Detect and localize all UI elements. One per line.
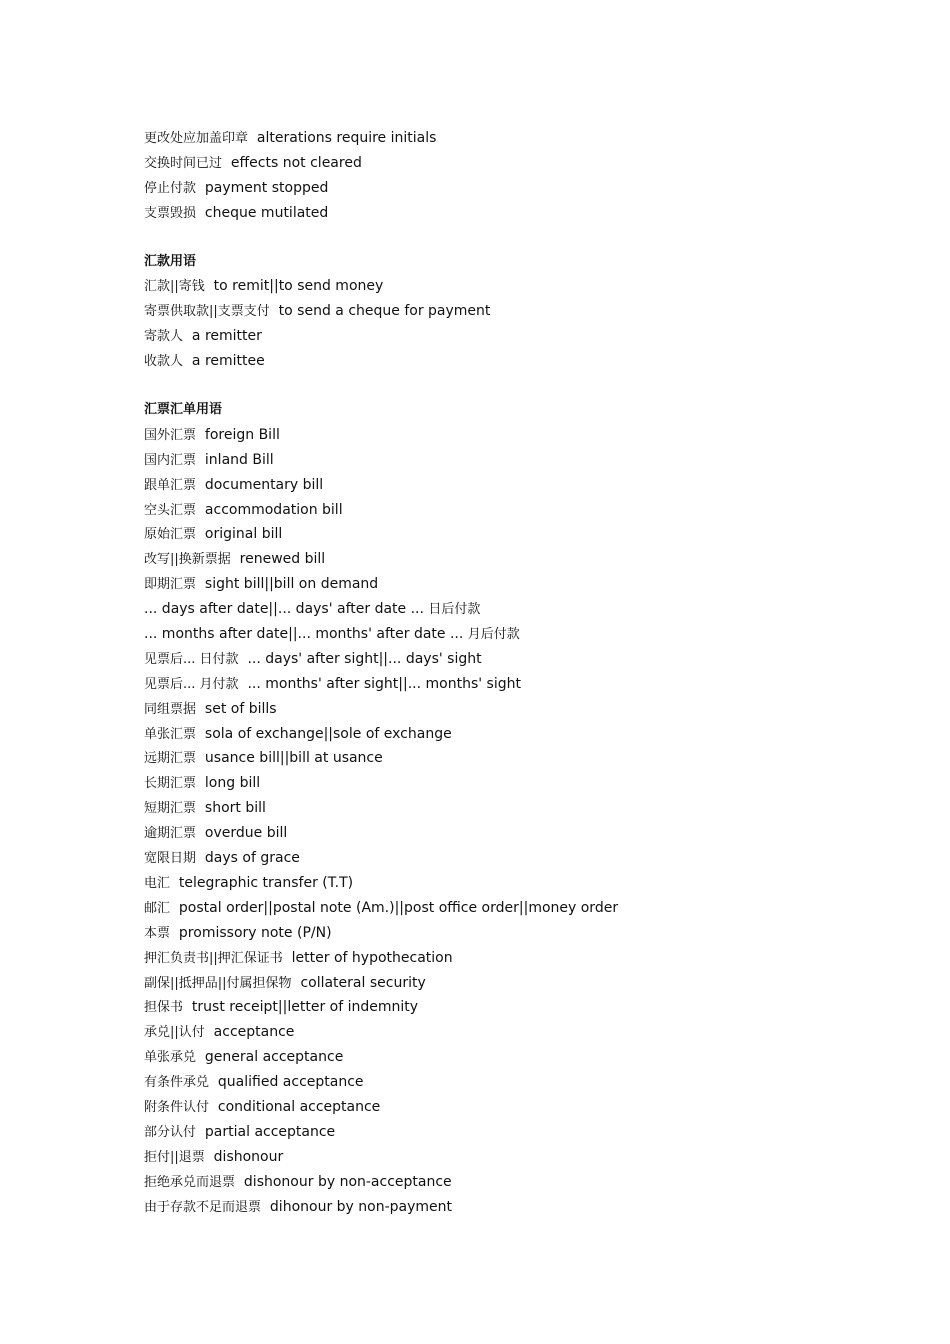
term-chinese: 副保||抵押品||付属担保物: [144, 975, 292, 991]
term-chinese: 拒付||退票: [144, 1149, 205, 1165]
list-item: [144, 896, 904, 921]
term-english: short bill: [204, 800, 266, 817]
term-chinese: 有条件承兑: [144, 1075, 210, 1091]
term-chinese: 本票: [144, 925, 171, 941]
term-english: dihonour by non-payment: [269, 1198, 453, 1215]
term-english: ... months after date||... months' after date ...: [144, 626, 464, 643]
term-chinese: 附条件认付: [144, 1099, 210, 1115]
term-chinese: 单张承兑: [144, 1050, 197, 1066]
term-chinese: 改写||换新票据: [144, 552, 231, 568]
term-english: acceptance: [213, 1024, 295, 1041]
list-item: [144, 473, 904, 498]
term-chinese: 同组票据: [144, 701, 197, 717]
list-item: [144, 821, 904, 846]
term-english: accommodation bill: [204, 501, 343, 518]
list-item: [144, 572, 904, 597]
term-english: telegraphic transfer (T.T): [178, 874, 354, 891]
term-english: usance bill||bill at usance: [204, 750, 383, 767]
term-english: postal order||postal note (Am.)||post office order||money order: [178, 899, 619, 916]
list-item: 支票毁损 cheque mutilated: [144, 204, 329, 221]
term-chinese: 见票后... 日付款: [144, 651, 239, 667]
term-chinese: 宽限日期: [144, 851, 197, 867]
list-item: [144, 1095, 904, 1120]
term-chinese: 承兑||认付: [144, 1025, 205, 1041]
term-chinese: 部分认付: [144, 1124, 197, 1140]
list-item: [144, 697, 904, 722]
term-english: collateral security: [300, 974, 426, 991]
list-item: [144, 796, 904, 821]
list-item: [144, 971, 904, 996]
term-chinese: 跟单汇票: [144, 477, 197, 493]
term-english: dishonour: [213, 1148, 284, 1165]
term-chinese: 拒绝承兑而退票: [144, 1174, 236, 1190]
list-item: [144, 771, 904, 796]
term-chinese: 空头汇票: [144, 502, 197, 518]
list-item: [144, 746, 904, 771]
term-english: inland Bill: [204, 451, 274, 468]
term-english: qualified acceptance: [217, 1074, 364, 1091]
term-english: original bill: [204, 526, 283, 543]
term-english: sola of exchange||sole of exchange: [204, 725, 452, 742]
term-chinese: 即期汇票: [144, 577, 197, 593]
list-item: [144, 1070, 904, 1095]
list-item: [144, 423, 904, 448]
list-item: [144, 921, 904, 946]
term-chinese: 邮汇: [144, 900, 171, 916]
list-item: 收款人 a remittee: [144, 353, 265, 370]
spacer: [144, 226, 904, 250]
term-chinese: 由于存款不足而退票: [144, 1199, 262, 1215]
term-english: sight bill||bill on demand: [204, 576, 379, 593]
spacer: [144, 374, 904, 398]
term-english: general acceptance: [204, 1049, 344, 1066]
list-item: 更改处应加盖印章 alterations require initials: [144, 130, 437, 146]
list-item: 停止付款 payment stopped: [144, 179, 329, 196]
term-english: letter of hypothecation: [291, 949, 453, 966]
list-item: [144, 1020, 904, 1045]
term-english: ... days after date||... days' after date ...: [144, 601, 424, 618]
bills-list: [144, 423, 904, 1220]
term-english: days of grace: [204, 850, 300, 867]
term-chinese: 电汇: [144, 875, 171, 891]
term-chinese: 押汇负责书||押汇保证书: [144, 950, 283, 966]
term-chinese: 国外汇票: [144, 427, 197, 443]
term-english: trust receipt||letter of indemnity: [191, 999, 419, 1016]
term-chinese: 见票后... 月付款: [144, 676, 239, 692]
list-item: [144, 846, 904, 871]
list-item: [144, 946, 904, 971]
list-item: 寄款人 a remitter: [144, 328, 262, 345]
term-english: foreign Bill: [204, 426, 280, 443]
term-english: dishonour by non-acceptance: [243, 1173, 452, 1190]
term-english: renewed bill: [239, 551, 326, 568]
term-english: long bill: [204, 775, 261, 792]
term-chinese: 日后付款: [428, 602, 481, 618]
list-item: [144, 1045, 904, 1070]
term-english: conditional acceptance: [217, 1098, 381, 1115]
term-chinese: 单张汇票: [144, 726, 197, 742]
list-item: [144, 597, 904, 622]
term-english: partial acceptance: [204, 1123, 336, 1140]
term-chinese: 国内汇票: [144, 452, 197, 468]
list-item: [144, 871, 904, 896]
term-english: ... months' after sight||... months' sight: [247, 675, 521, 692]
list-item: [144, 498, 904, 523]
list-item: [144, 1195, 904, 1220]
list-item: [144, 522, 904, 547]
term-english: overdue bill: [204, 825, 288, 842]
term-chinese: 月后付款: [467, 627, 520, 643]
document-page: [144, 126, 904, 1219]
term-chinese: 短期汇票: [144, 801, 197, 817]
remittance-section: [144, 250, 904, 374]
list-item: [144, 722, 904, 747]
term-chinese: 长期汇票: [144, 776, 197, 792]
list-item: [144, 1120, 904, 1145]
list-item: [144, 1145, 904, 1170]
list-item: [144, 995, 904, 1020]
bills-section: [144, 398, 904, 1219]
list-item: 汇款||寄钱 to remit||to send money: [144, 278, 384, 295]
section-heading: 汇款用语: [144, 253, 197, 269]
list-item: 寄票供取款||支票支付 to send a cheque for payment: [144, 303, 491, 320]
list-item: [144, 622, 904, 647]
list-item: [144, 672, 904, 697]
term-chinese: 逾期汇票: [144, 826, 197, 842]
term-english: promissory note (P/N): [178, 924, 332, 941]
term-english: set of bills: [204, 700, 277, 717]
term-chinese: 远期汇票: [144, 751, 197, 767]
intro-list: [144, 126, 904, 226]
section-heading: 汇票汇单用语: [144, 402, 223, 418]
list-item: [144, 1170, 904, 1195]
term-chinese: 原始汇票: [144, 527, 197, 543]
list-item: [144, 448, 904, 473]
term-english: documentary bill: [204, 476, 324, 493]
list-item: [144, 547, 904, 572]
list-item: 交换时间已过 effects not cleared: [144, 154, 362, 171]
list-item: [144, 647, 904, 672]
term-chinese: 担保书: [144, 1000, 184, 1016]
term-english: ... days' after sight||... days' sight: [247, 650, 482, 667]
